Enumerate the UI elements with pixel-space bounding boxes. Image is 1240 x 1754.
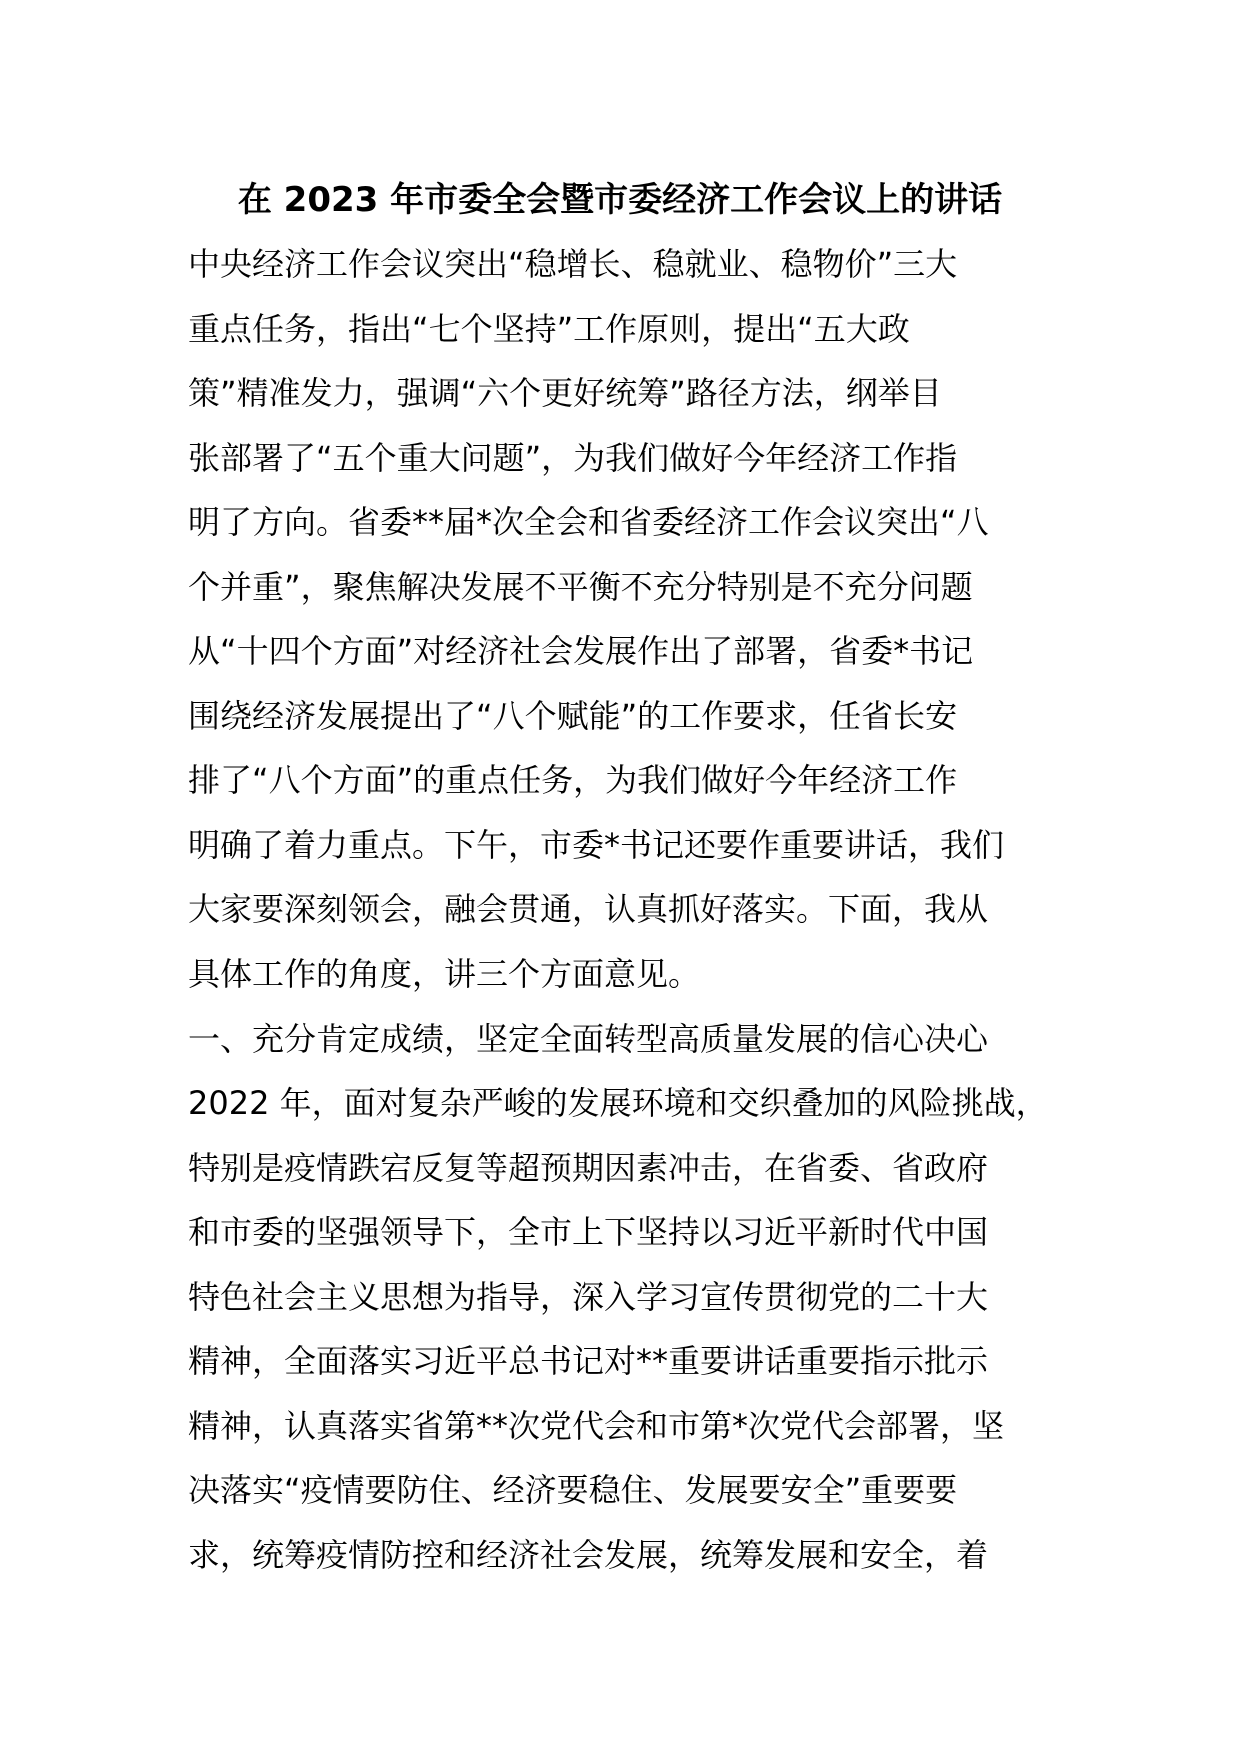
document-title: 在 2023 年市委全会暨市委经济工作会议上的讲话 <box>237 180 1003 220</box>
text-line: 重点任务，指出“七个坚持”工作原则，提出“五大政 <box>188 309 910 348</box>
text-line: 和市委的坚强领导下，全市上下坚持以习近平新时代中国 <box>188 1213 989 1252</box>
text-line: 张部署了“五个重大问题”，为我们做好今年经济工作指 <box>188 438 958 477</box>
text-line: 求，统筹疫情防控和经济社会发展，统筹发展和安全，着 <box>188 1535 989 1574</box>
text-line: 明了方向。省委**届*次全会和省委经济工作会议突出“八 <box>188 503 989 542</box>
document-body <box>188 232 1188 1587</box>
text-line: 个并重”，聚焦解决发展不平衡不充分特别是不充分问题 <box>188 567 973 606</box>
text-line: 决落实“疫情要防住、经济要稳住、发展要安全”重要要 <box>188 1471 958 1510</box>
text-line: 2022 年，面对复杂严峻的发展环境和交织叠加的风险挑战， <box>188 1084 1048 1123</box>
text-line: 特色社会主义思想为指导，深入学习宣传贯彻党的二十大 <box>188 1277 989 1316</box>
text-line: 从“十四个方面”对经济社会发展作出了部署，省委*书记 <box>188 632 974 671</box>
text-line: 排了“八个方面”的重点任务，为我们做好今年经济工作 <box>188 761 958 800</box>
text-line: 精神，全面落实习近平总书记对**重要讲话重要指示批示 <box>188 1342 989 1381</box>
text-line: 明确了着力重点。下午，市委*书记还要作重要讲话，我们 <box>188 825 1005 864</box>
text-line: 特别是疫情跌宕反复等超预期因素冲击，在省委、省政府 <box>188 1148 989 1187</box>
text-line: 中央经济工作会议突出“稳增长、稳就业、稳物价”三大 <box>188 245 958 283</box>
text-line: 大家要深刻领会，融会贯通，认真抓好落实。下面，我从 <box>188 890 989 929</box>
text-line: 精神，认真落实省第**次党代会和市第*次党代会部署，坚 <box>188 1406 1005 1445</box>
text-line: 围绕经济发展提出了“八个赋能”的工作要求，任省长安 <box>188 696 958 735</box>
text-line: 具体工作的角度，讲三个方面意见。 <box>188 955 701 994</box>
section-heading: 一、充分肯定成绩，坚定全面转型高质量发展的信心决心 <box>188 1019 989 1058</box>
text-line: 策”精准发力，强调“六个更好统筹”路径方法，纲举目 <box>188 374 942 413</box>
